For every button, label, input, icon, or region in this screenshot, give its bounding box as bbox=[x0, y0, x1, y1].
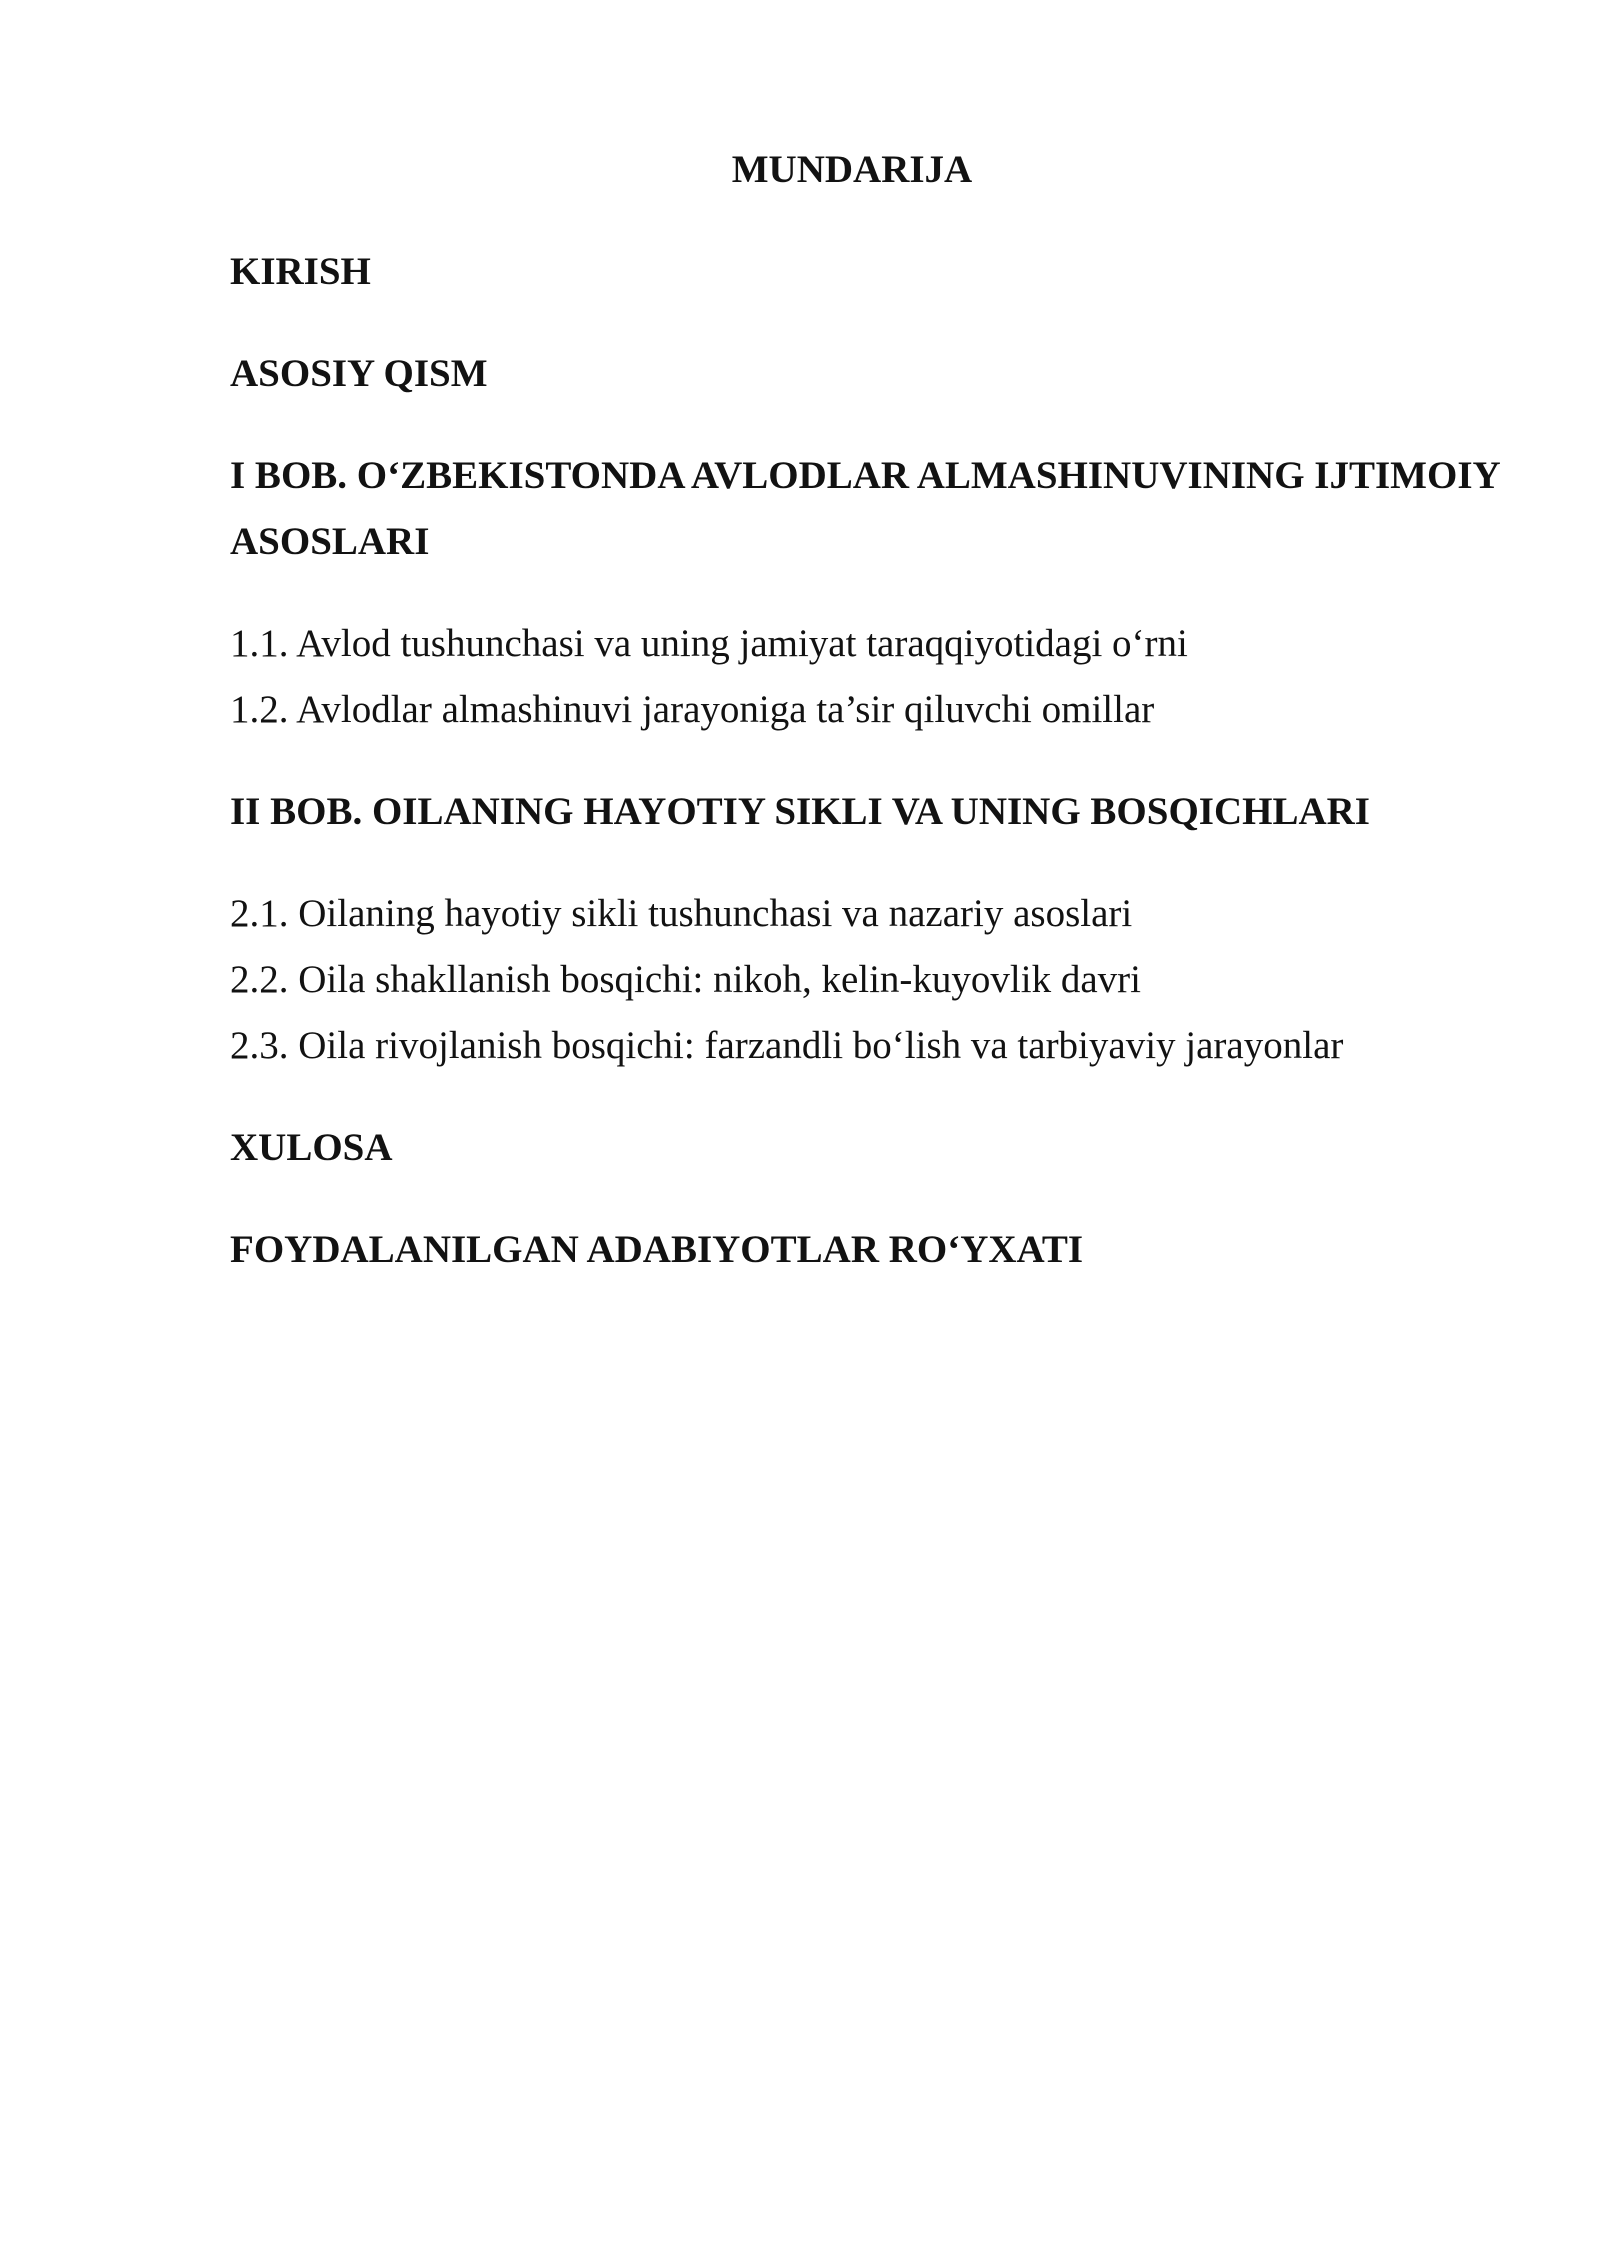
toc-entry-1-1: 1.1. Avlod tushunchasi va uning jamiyat taraqqiyotidagi o‘rni bbox=[230, 622, 1188, 665]
toc-title-text: MUNDARIJA bbox=[731, 148, 973, 191]
toc-heading-chapter-2 bbox=[230, 779, 1474, 845]
toc-heading-chapter-1 bbox=[230, 443, 1501, 575]
toc-heading-line: FOYDALANILGAN ADABIYOTLAR RO‘YXATI bbox=[230, 1228, 1084, 1271]
toc-entry-1-2: 1.2. Avlodlar almashinuvi jarayoniga ta’sir qiluvchi omillar bbox=[230, 688, 1155, 731]
toc-heading-line: I BOB. O‘ZBEKISTONDA AVLODLAR ALMASHINUVINING IJTIMOIY bbox=[230, 454, 1501, 497]
toc-heading-line: KIRISH bbox=[230, 250, 371, 293]
toc-heading-asosiy-qism bbox=[230, 341, 1474, 407]
toc-entry-2-3: 2.3. Oila rivojlanish bosqichi: farzandli bo‘lish va tarbiyaviy jarayonlar bbox=[230, 1024, 1344, 1067]
toc-entries-chapter-2 bbox=[230, 881, 1474, 1079]
toc-heading-line: II BOB. OILANING HAYOTIY SIKLI VA UNING BOSQICHLARI bbox=[230, 790, 1370, 833]
toc-heading-line: ASOSLARI bbox=[230, 520, 430, 563]
toc-heading-adabiyotlar bbox=[230, 1217, 1474, 1283]
toc-heading-line: ASOSIY QISM bbox=[230, 352, 488, 395]
toc-entries-chapter-1 bbox=[230, 611, 1474, 743]
toc-heading-line: XULOSA bbox=[230, 1126, 393, 1169]
toc-title bbox=[230, 137, 1474, 203]
toc-heading-xulosa bbox=[230, 1115, 1474, 1181]
toc-heading-kirish bbox=[230, 239, 1474, 305]
toc-entry-2-1: 2.1. Oilaning hayotiy sikli tushunchasi va nazariy asoslari bbox=[230, 892, 1133, 935]
toc-entry-2-2: 2.2. Oila shakllanish bosqichi: nikoh, kelin-kuyovlik davri bbox=[230, 958, 1141, 1001]
